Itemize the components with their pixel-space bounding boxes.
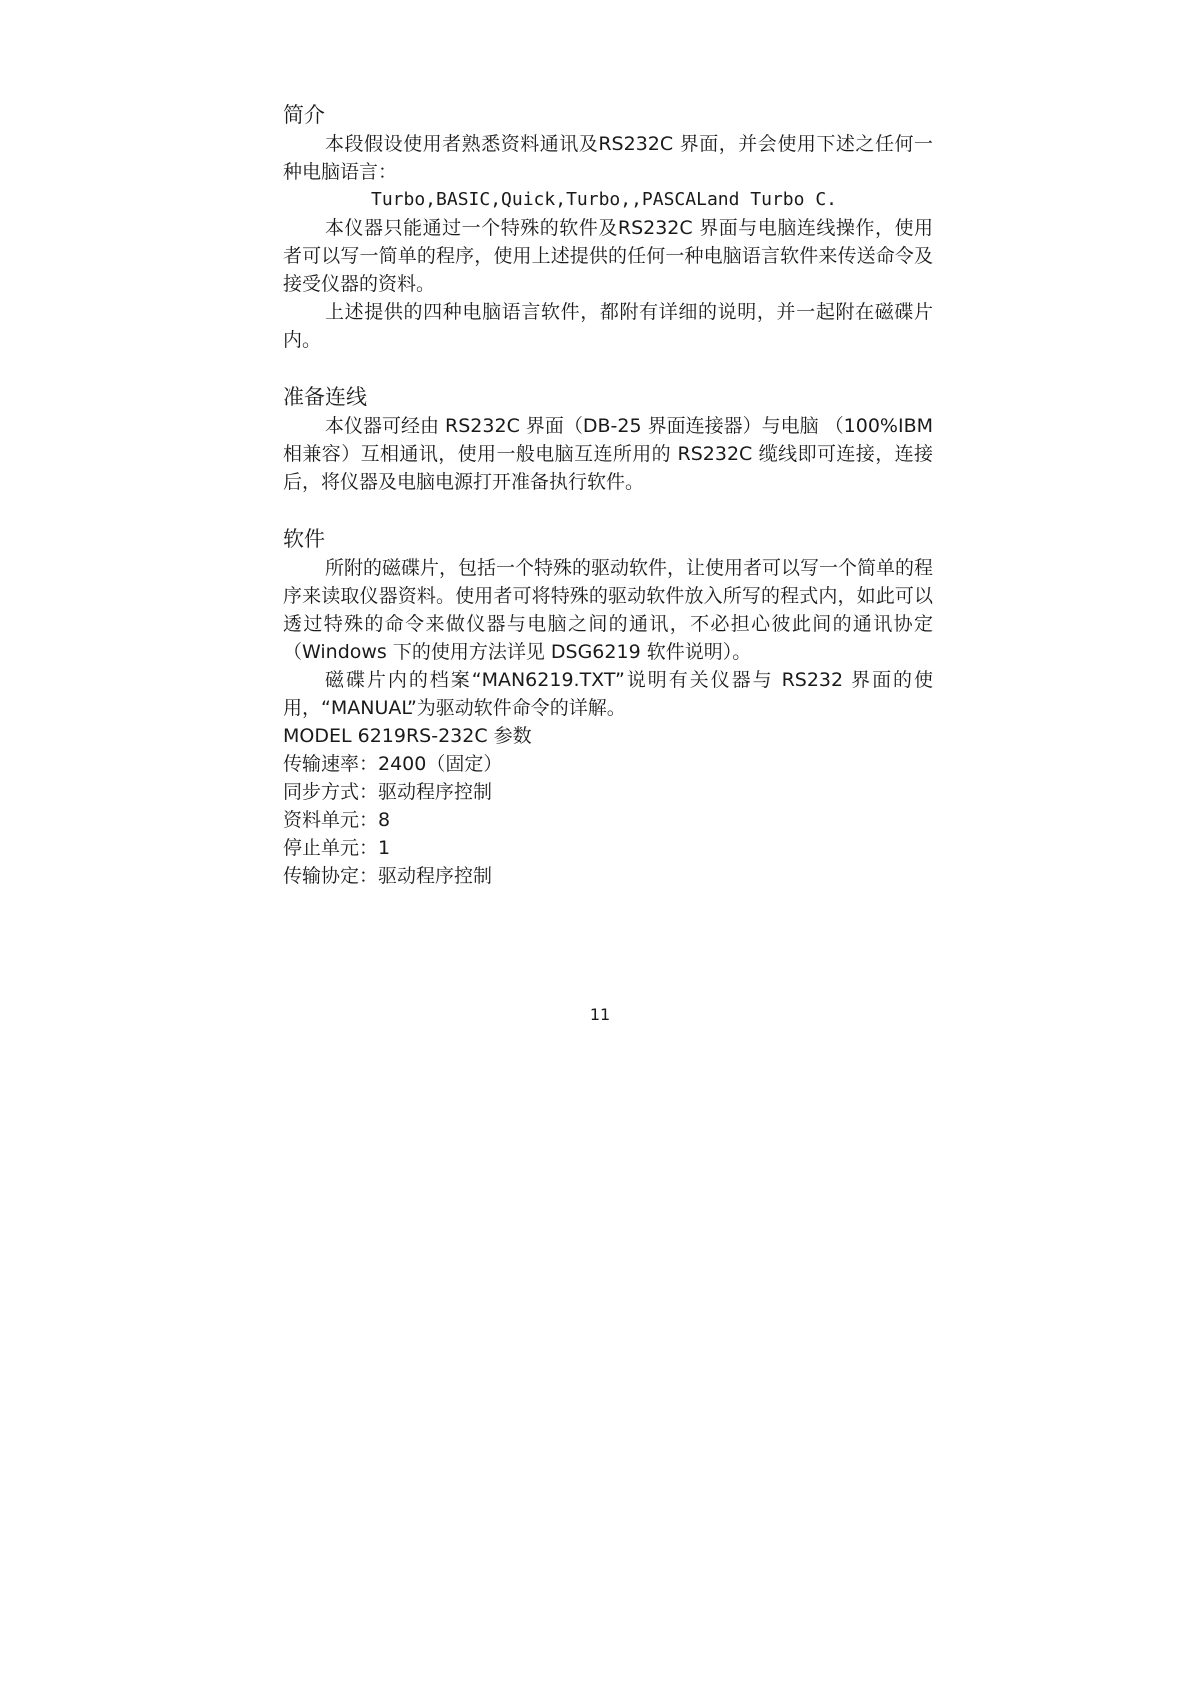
language-list: Turbo,BASIC,Quick,Turbo,,PASCALand Turbo C. (371, 189, 837, 210)
param-data-bits: 资料单元：8 (283, 809, 391, 831)
param-stop-bits: 停止单元：1 (283, 837, 391, 859)
section-gap (283, 354, 933, 382)
software-paragraph-2: 磁碟片内的档案“MAN6219.TXT”说明有关仪器与 RS232 界面的使用，“MANUAL”为驱动软件命令的详解。 (283, 669, 933, 719)
section-heading-intro: 简介 (283, 103, 325, 127)
param-baud-rate: 传输速率：2400（固定） (283, 753, 503, 775)
intro-paragraph-2: 本仪器只能通过一个特殊的软件及RS232C 界面与电脑连线操作，使用者可以写一简单的程序，使用上述提供的任何一种电脑语言软件来传送命令及接受仪器的资料。 (283, 217, 933, 295)
connection-paragraph-1: 本仪器可经由 RS232C 界面（DB-25 界面连接器）与电脑 （100%IBM 相兼容）互相通讯，使用一般电脑互连所用的 RS232C 缆线即可连接，连接后，将仪器及电脑电源打开准备执行软件。 (283, 415, 934, 493)
section-gap (283, 496, 933, 524)
intro-paragraph-3: 上述提供的四种电脑语言软件，都附有详细的说明，并一起附在磁碟片内。 (283, 301, 933, 351)
section-heading-software: 软件 (283, 527, 325, 551)
software-paragraph-1: 所附的磁碟片，包括一个特殊的驱动软件，让使用者可以写一个简单的程序来读取仪器资料。使用者可将特殊的驱动软件放入所写的程式内，如此可以透过特殊的命令来做仪器与电脑之间的通讯，不必担心彼此间的通讯协定（Windows 下的使用方法详见 DSG6219 软件说明）。 (283, 557, 934, 663)
param-protocol: 传输协定：驱动程序控制 (283, 865, 493, 887)
intro-paragraph-1: 本段假设使用者熟悉资料通讯及RS232C 界面，并会使用下述之任何一种电脑语言： (283, 133, 933, 183)
section-heading-connection: 准备连线 (283, 385, 367, 409)
params-title: MODEL 6219RS-232C 参数 (283, 725, 532, 747)
param-sync-mode: 同步方式：驱动程序控制 (283, 781, 493, 803)
page-number: 11 (589, 1005, 611, 1024)
page-content (283, 100, 933, 890)
